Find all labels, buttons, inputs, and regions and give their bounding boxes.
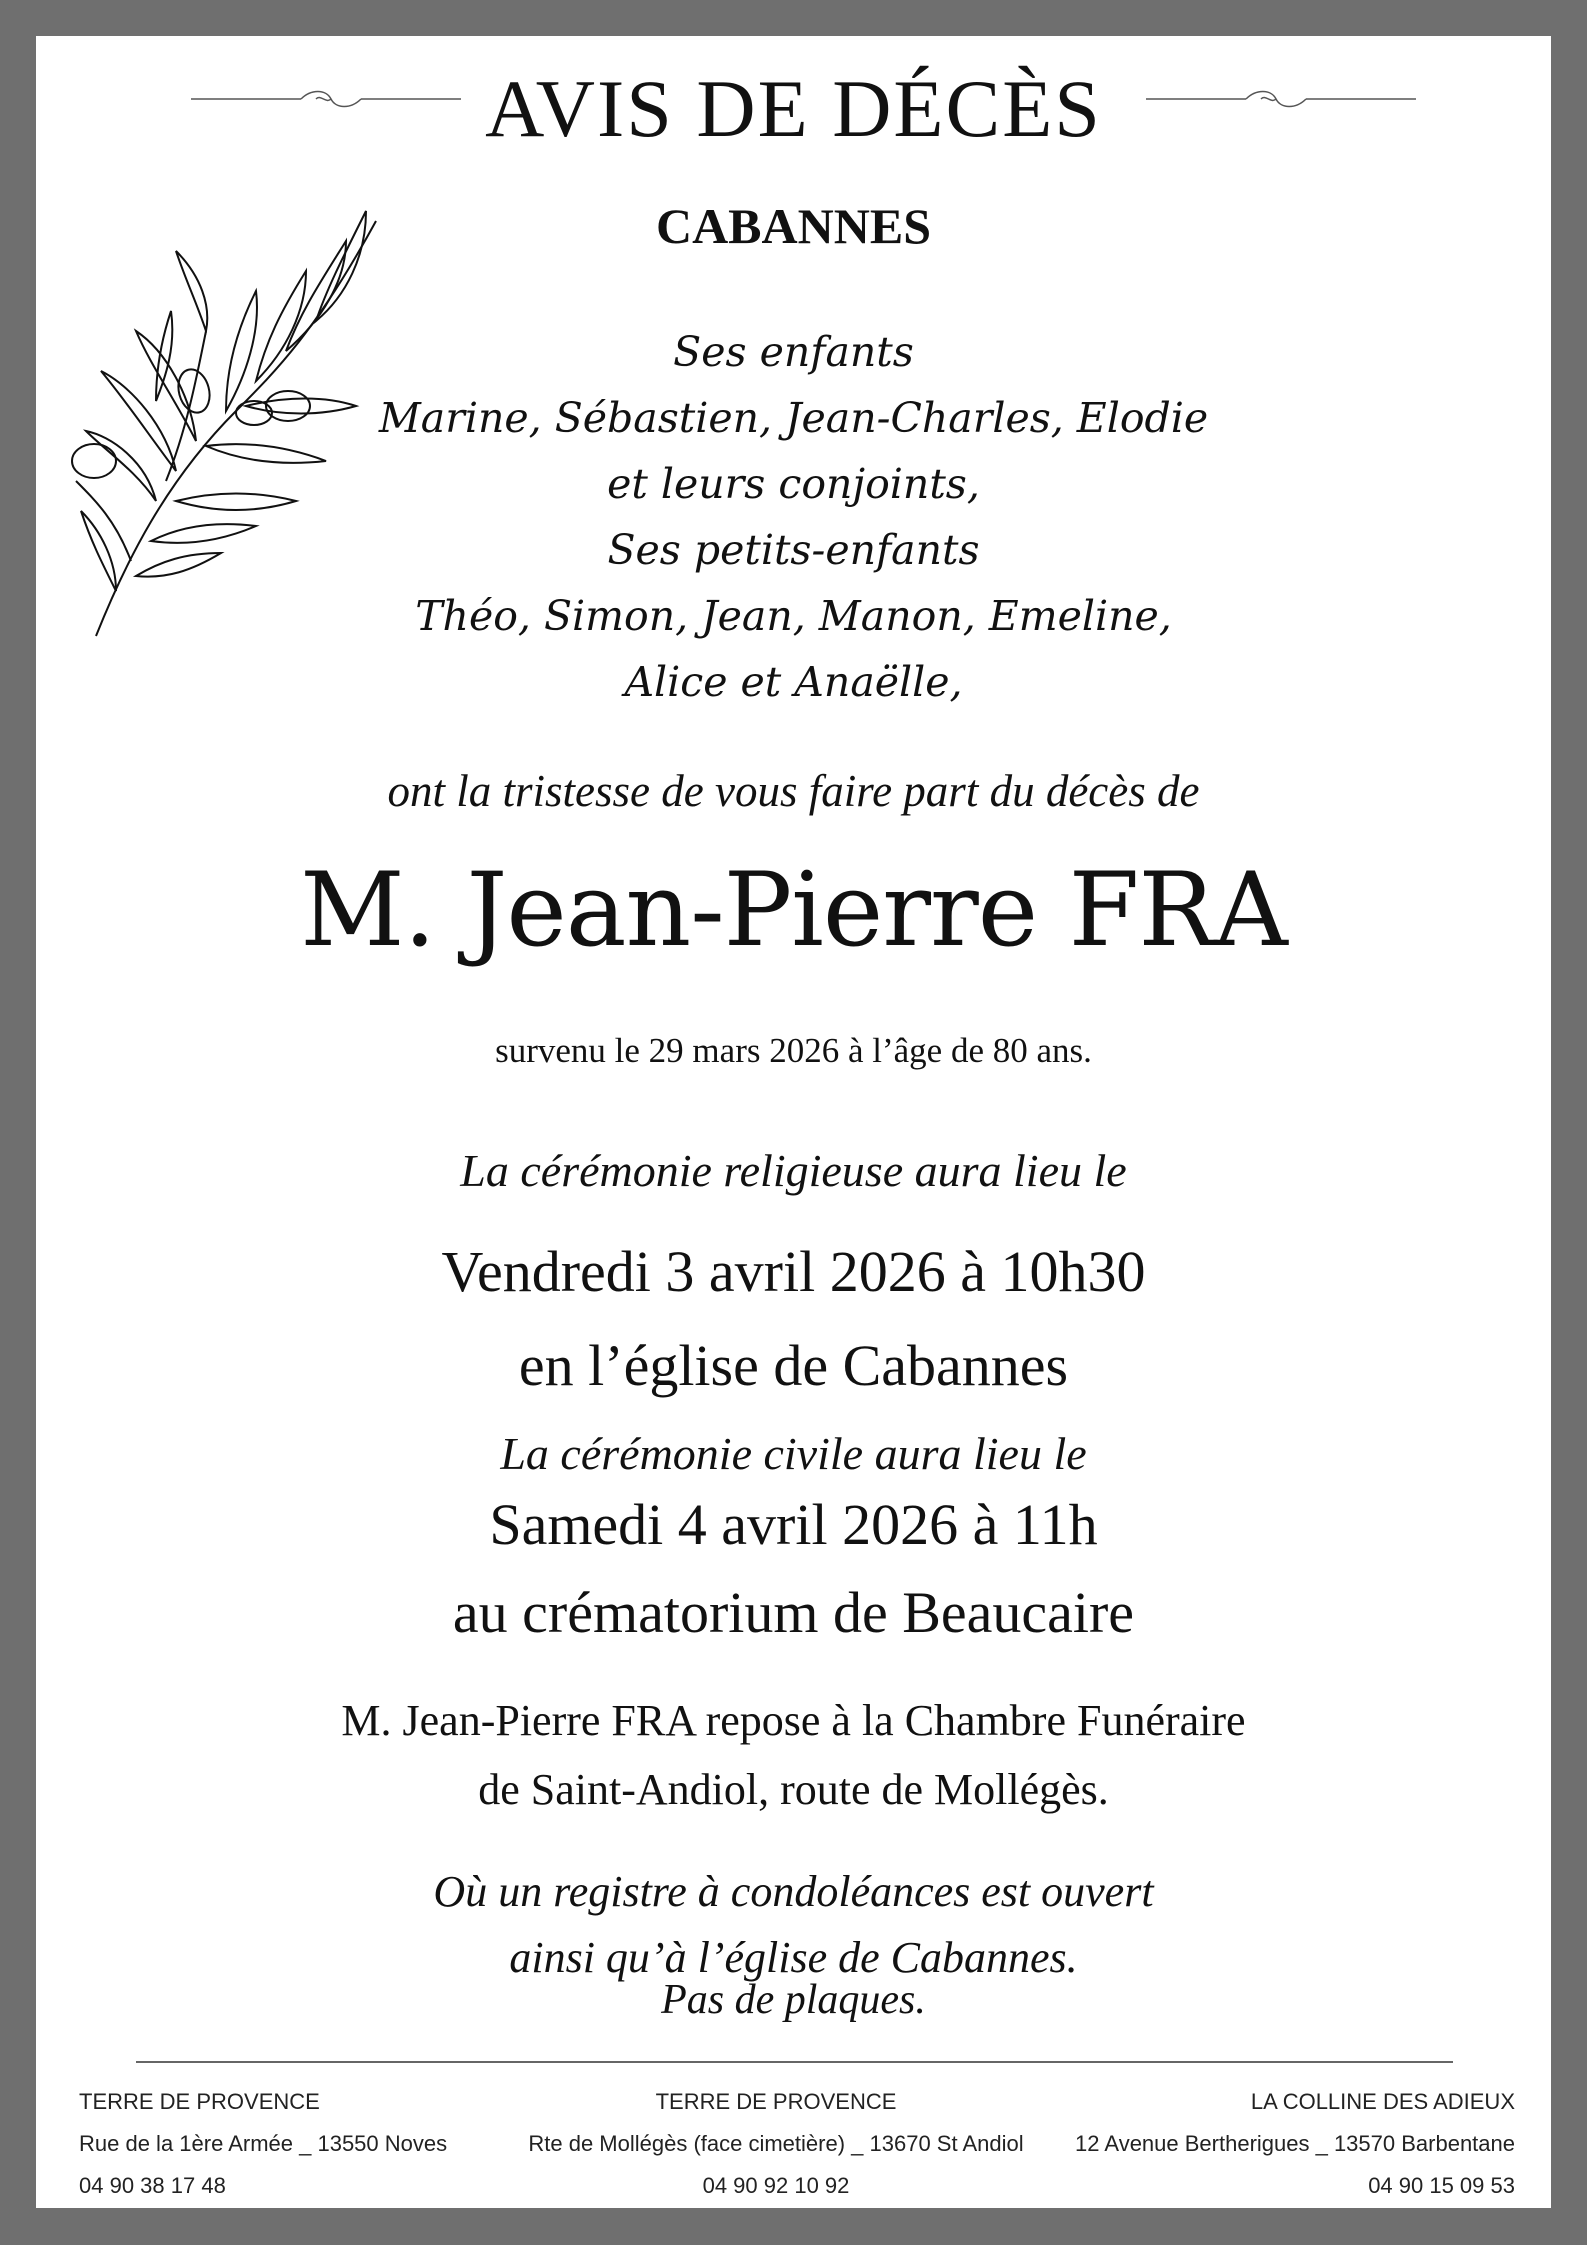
family-line: et leurs conjoints, — [607, 460, 980, 508]
town-name: CABANNES — [655, 198, 932, 254]
footer-phone: 04 90 38 17 48 — [79, 2173, 226, 2198]
footer-address: Rue de la 1ère Armée _ 13550 Noves — [79, 2131, 448, 2156]
repose-info — [36, 1686, 1551, 1824]
footer-funeral-home-noves — [79, 2081, 447, 2207]
announcement-intro: ont la tristesse de vous faire part du décès de — [387, 766, 1200, 816]
religious-ceremony-date: Vendredi 3 avril 2026 à 10h30 — [441, 1239, 1146, 1304]
family-line: Ses enfants — [673, 328, 914, 376]
footer-address: 12 Avenue Bertherigues _ 13570 Barbentane — [1075, 2131, 1515, 2156]
footer-name: TERRE DE PROVENCE — [655, 2089, 897, 2114]
deceased-name: M. Jean-Pierre FRA — [300, 851, 1287, 970]
death-info: survenu le 29 mars 2026 à l’âge de 80 ans. — [495, 1031, 1092, 1070]
footer-funeral-home-barbentane — [1075, 2081, 1515, 2207]
footer-phone: 04 90 92 10 92 — [702, 2173, 850, 2198]
footer-name: LA COLLINE DES ADIEUX — [1250, 2089, 1515, 2114]
family-list — [36, 319, 1551, 715]
footer-divider — [136, 2061, 1453, 2063]
civil-ceremony-intro: La cérémonie civile aura lieu le — [500, 1428, 1087, 1479]
religious-ceremony-intro: La cérémonie religieuse aura lieu le — [460, 1145, 1127, 1196]
religious-ceremony-place: en l’église de Cabannes — [518, 1333, 1069, 1398]
registry-line-2: ainsi qu’à l’église de Cabannes. — [509, 1933, 1078, 1982]
death-notice-sheet — [36, 36, 1551, 2208]
notice-title: AVIS DE DÉCÈS — [485, 63, 1102, 154]
footer-funeral-home-st-andiol — [456, 2081, 1096, 2207]
civil-ceremony-date: Samedi 4 avril 2026 à 11h — [489, 1492, 1098, 1557]
family-line: Alice et Anaëlle, — [624, 658, 963, 706]
registry-line-1: Où un registre à condoléances est ouvert — [433, 1867, 1154, 1916]
family-line: Théo, Simon, Jean, Manon, Emeline, — [415, 592, 1172, 640]
repose-line-1: M. Jean-Pierre FRA repose à la Chambre Funéraire — [341, 1696, 1246, 1745]
footer-address: Rte de Mollégès (face cimetière) _ 13670 St Andiol — [528, 2131, 1024, 2156]
no-plaques-note: Pas de plaques. — [661, 1977, 926, 2023]
family-line: Ses petits-enfants — [607, 526, 980, 574]
footer-phone: 04 90 15 09 53 — [1368, 2173, 1515, 2198]
repose-line-2: de Saint-Andiol, route de Mollégès. — [478, 1765, 1109, 1814]
footer-name: TERRE DE PROVENCE — [79, 2089, 320, 2114]
civil-ceremony-place: au crématorium de Beaucaire — [452, 1580, 1135, 1645]
family-line: Marine, Sébastien, Jean-Charles, Elodie — [378, 394, 1209, 442]
